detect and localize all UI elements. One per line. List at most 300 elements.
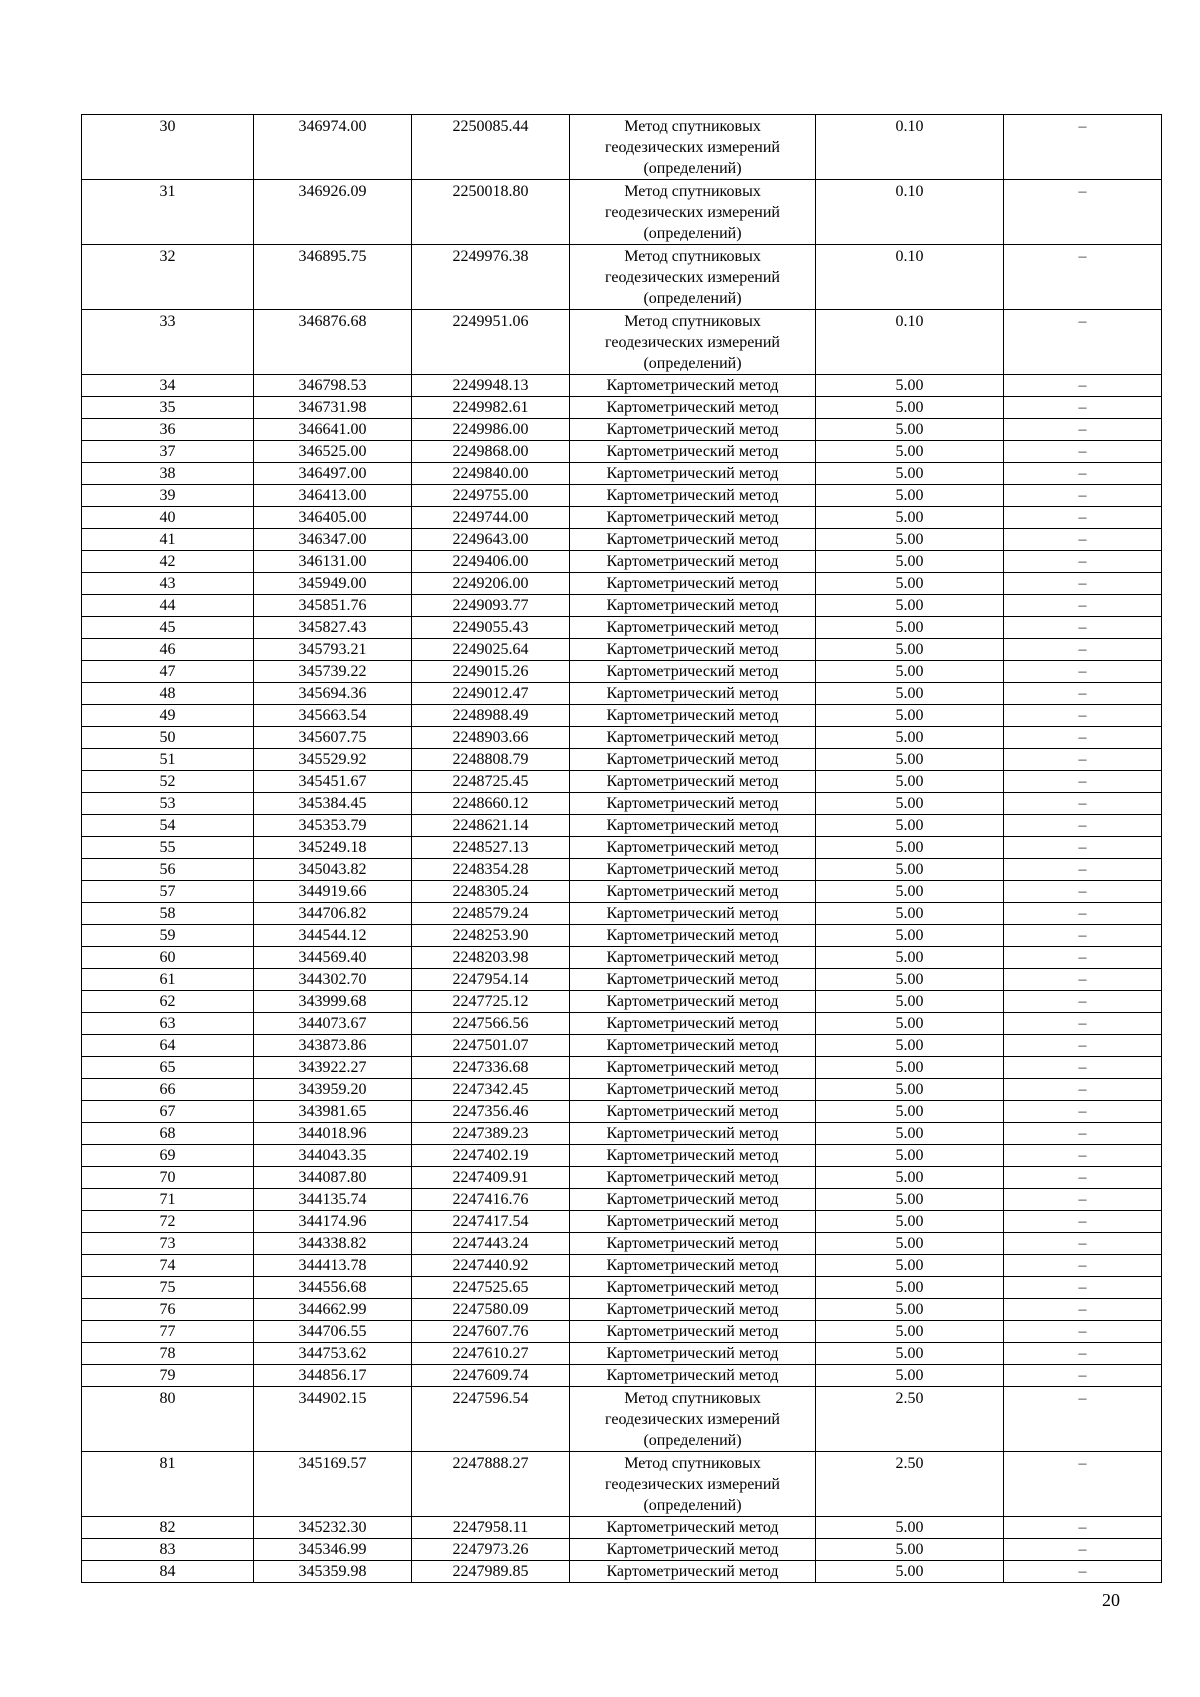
y-coordinate-cell: 2249840.00 [412,463,570,485]
y-coordinate-cell: 2249093.77 [412,595,570,617]
y-coordinate-cell: 2247525.65 [412,1277,570,1299]
x-coordinate-cell: 344902.15 [254,1387,412,1452]
accuracy-cell: 5.00 [816,1101,1004,1123]
y-coordinate-cell: 2248527.13 [412,837,570,859]
method-cell: Картометрический метод [570,1539,816,1561]
y-coordinate-cell: 2249206.00 [412,573,570,595]
y-coordinate-cell: 2248354.28 [412,859,570,881]
y-coordinate-cell: 2247580.09 [412,1299,570,1321]
point-number-cell: 81 [82,1452,254,1517]
point-number-cell: 41 [82,529,254,551]
table-row [82,903,1162,925]
table-row [82,375,1162,397]
table-row [82,1189,1162,1211]
method-cell: Картометрический метод [570,1101,816,1123]
description-cell: – [1004,1233,1162,1255]
x-coordinate-cell: 345353.79 [254,815,412,837]
point-number-cell: 80 [82,1387,254,1452]
y-coordinate-cell: 2249025.64 [412,639,570,661]
table-row [82,310,1162,375]
y-coordinate-cell: 2247566.56 [412,1013,570,1035]
accuracy-cell: 5.00 [816,1013,1004,1035]
x-coordinate-cell: 343999.68 [254,991,412,1013]
x-coordinate-cell: 345451.67 [254,771,412,793]
description-cell: – [1004,115,1162,180]
x-coordinate-cell: 344569.40 [254,947,412,969]
accuracy-cell: 5.00 [816,441,1004,463]
description-cell: – [1004,485,1162,507]
accuracy-cell: 5.00 [816,705,1004,727]
table-row [82,1321,1162,1343]
x-coordinate-cell: 344662.99 [254,1299,412,1321]
method-cell: Картометрический метод [570,1277,816,1299]
description-cell: – [1004,1561,1162,1583]
method-cell: Картометрический метод [570,1189,816,1211]
table-row [82,793,1162,815]
y-coordinate-cell: 2247417.54 [412,1211,570,1233]
table-row [82,507,1162,529]
description-cell: – [1004,639,1162,661]
accuracy-cell: 5.00 [816,815,1004,837]
y-coordinate-cell: 2247342.45 [412,1079,570,1101]
accuracy-cell: 5.00 [816,1233,1004,1255]
method-cell: Картометрический метод [570,507,816,529]
y-coordinate-cell: 2247336.68 [412,1057,570,1079]
table-row [82,991,1162,1013]
point-number-cell: 57 [82,881,254,903]
method-cell: Картометрический метод [570,551,816,573]
description-cell: – [1004,180,1162,245]
x-coordinate-cell: 344018.96 [254,1123,412,1145]
accuracy-cell: 0.10 [816,180,1004,245]
description-cell: – [1004,245,1162,310]
description-cell: – [1004,1343,1162,1365]
accuracy-cell: 5.00 [816,1189,1004,1211]
method-cell: Метод спутниковых геодезических измерений (определений) [570,310,816,375]
point-number-cell: 35 [82,397,254,419]
y-coordinate-cell: 2247609.74 [412,1365,570,1387]
point-number-cell: 31 [82,180,254,245]
accuracy-cell: 5.00 [816,507,1004,529]
y-coordinate-cell: 2248203.98 [412,947,570,969]
table-row [82,1539,1162,1561]
method-cell: Картометрический метод [570,441,816,463]
method-cell: Картометрический метод [570,1167,816,1189]
accuracy-cell: 5.00 [816,991,1004,1013]
y-coordinate-cell: 2249948.13 [412,375,570,397]
description-cell: – [1004,507,1162,529]
x-coordinate-cell: 344556.68 [254,1277,412,1299]
point-number-cell: 47 [82,661,254,683]
y-coordinate-cell: 2249643.00 [412,529,570,551]
table-row [82,1299,1162,1321]
x-coordinate-cell: 346413.00 [254,485,412,507]
method-cell: Картометрический метод [570,881,816,903]
method-cell: Картометрический метод [570,463,816,485]
method-cell: Картометрический метод [570,727,816,749]
y-coordinate-cell: 2248305.24 [412,881,570,903]
table-row [82,1343,1162,1365]
method-cell: Картометрический метод [570,1517,816,1539]
description-cell: – [1004,441,1162,463]
accuracy-cell: 5.00 [816,1211,1004,1233]
point-number-cell: 84 [82,1561,254,1583]
accuracy-cell: 2.50 [816,1387,1004,1452]
table-row [82,1233,1162,1255]
y-coordinate-cell: 2248988.49 [412,705,570,727]
description-cell: – [1004,397,1162,419]
point-number-cell: 39 [82,485,254,507]
description-cell: – [1004,1255,1162,1277]
point-number-cell: 49 [82,705,254,727]
accuracy-cell: 5.00 [816,1057,1004,1079]
table-row [82,1365,1162,1387]
description-cell: – [1004,1057,1162,1079]
accuracy-cell: 5.00 [816,1277,1004,1299]
point-number-cell: 72 [82,1211,254,1233]
table-row [82,749,1162,771]
table-row [82,859,1162,881]
accuracy-cell: 5.00 [816,397,1004,419]
point-number-cell: 79 [82,1365,254,1387]
point-number-cell: 66 [82,1079,254,1101]
table-row [82,771,1162,793]
table-row [82,617,1162,639]
x-coordinate-cell: 344706.82 [254,903,412,925]
method-cell: Картометрический метод [570,903,816,925]
accuracy-cell: 5.00 [816,1035,1004,1057]
accuracy-cell: 5.00 [816,1299,1004,1321]
method-cell: Метод спутниковых геодезических измерений (определений) [570,1452,816,1517]
point-number-cell: 64 [82,1035,254,1057]
y-coordinate-cell: 2247356.46 [412,1101,570,1123]
point-number-cell: 68 [82,1123,254,1145]
description-cell: – [1004,1321,1162,1343]
point-number-cell: 59 [82,925,254,947]
x-coordinate-cell: 343981.65 [254,1101,412,1123]
x-coordinate-cell: 344135.74 [254,1189,412,1211]
description-cell: – [1004,463,1162,485]
point-number-cell: 82 [82,1517,254,1539]
table-row [82,705,1162,727]
method-cell: Картометрический метод [570,749,816,771]
y-coordinate-cell: 2247409.91 [412,1167,570,1189]
method-cell: Картометрический метод [570,1365,816,1387]
method-cell: Картометрический метод [570,859,816,881]
table-row [82,1079,1162,1101]
accuracy-cell: 5.00 [816,375,1004,397]
description-cell: – [1004,1277,1162,1299]
x-coordinate-cell: 344413.78 [254,1255,412,1277]
method-cell: Картометрический метод [570,573,816,595]
method-cell: Метод спутниковых геодезических измерений (определений) [570,245,816,310]
point-number-cell: 43 [82,573,254,595]
point-number-cell: 52 [82,771,254,793]
x-coordinate-cell: 344544.12 [254,925,412,947]
x-coordinate-cell: 345793.21 [254,639,412,661]
point-number-cell: 58 [82,903,254,925]
accuracy-cell: 5.00 [816,1255,1004,1277]
y-coordinate-cell: 2247402.19 [412,1145,570,1167]
table-row [82,1452,1162,1517]
method-cell: Картометрический метод [570,1123,816,1145]
table-row [82,1123,1162,1145]
method-cell: Метод спутниковых геодезических измерений (определений) [570,115,816,180]
point-number-cell: 40 [82,507,254,529]
table-row [82,463,1162,485]
point-number-cell: 38 [82,463,254,485]
table-row [82,1057,1162,1079]
method-cell: Картометрический метод [570,793,816,815]
accuracy-cell: 5.00 [816,749,1004,771]
x-coordinate-cell: 346895.75 [254,245,412,310]
table-row [82,947,1162,969]
x-coordinate-cell: 344919.66 [254,881,412,903]
table-row [82,1035,1162,1057]
description-cell: – [1004,1365,1162,1387]
x-coordinate-cell: 345249.18 [254,837,412,859]
y-coordinate-cell: 2248808.79 [412,749,570,771]
x-coordinate-cell: 346347.00 [254,529,412,551]
method-cell: Картометрический метод [570,639,816,661]
description-cell: – [1004,925,1162,947]
method-cell: Картометрический метод [570,683,816,705]
table-row [82,1277,1162,1299]
description-cell: – [1004,1167,1162,1189]
method-cell: Метод спутниковых геодезических измерений (определений) [570,1387,816,1452]
accuracy-cell: 5.00 [816,1343,1004,1365]
table-row [82,815,1162,837]
description-cell: – [1004,1517,1162,1539]
method-cell: Картометрический метод [570,1211,816,1233]
y-coordinate-cell: 2247596.54 [412,1387,570,1452]
point-number-cell: 34 [82,375,254,397]
x-coordinate-cell: 345359.98 [254,1561,412,1583]
y-coordinate-cell: 2247416.76 [412,1189,570,1211]
x-coordinate-cell: 346497.00 [254,463,412,485]
y-coordinate-cell: 2250085.44 [412,115,570,180]
accuracy-cell: 5.00 [816,1561,1004,1583]
description-cell: – [1004,705,1162,727]
method-cell: Картометрический метод [570,1057,816,1079]
description-cell: – [1004,375,1162,397]
method-cell: Картометрический метод [570,991,816,1013]
table-row [82,683,1162,705]
accuracy-cell: 5.00 [816,1321,1004,1343]
accuracy-cell: 5.00 [816,925,1004,947]
description-cell: – [1004,419,1162,441]
point-number-cell: 71 [82,1189,254,1211]
point-number-cell: 30 [82,115,254,180]
method-cell: Картометрический метод [570,1343,816,1365]
y-coordinate-cell: 2248621.14 [412,815,570,837]
description-cell: – [1004,837,1162,859]
point-number-cell: 62 [82,991,254,1013]
y-coordinate-cell: 2249755.00 [412,485,570,507]
accuracy-cell: 2.50 [816,1452,1004,1517]
accuracy-cell: 5.00 [816,1517,1004,1539]
x-coordinate-cell: 345169.57 [254,1452,412,1517]
point-number-cell: 78 [82,1343,254,1365]
accuracy-cell: 5.00 [816,1539,1004,1561]
method-cell: Картометрический метод [570,925,816,947]
description-cell: – [1004,595,1162,617]
method-cell: Картометрический метод [570,397,816,419]
method-cell: Картометрический метод [570,529,816,551]
y-coordinate-cell: 2247958.11 [412,1517,570,1539]
x-coordinate-cell: 344087.80 [254,1167,412,1189]
y-coordinate-cell: 2249012.47 [412,683,570,705]
description-cell: – [1004,310,1162,375]
method-cell: Картометрический метод [570,595,816,617]
point-number-cell: 73 [82,1233,254,1255]
table-row [82,397,1162,419]
x-coordinate-cell: 344043.35 [254,1145,412,1167]
point-number-cell: 56 [82,859,254,881]
point-number-cell: 55 [82,837,254,859]
table-row [82,837,1162,859]
description-cell: – [1004,881,1162,903]
method-cell: Метод спутниковых геодезических измерений (определений) [570,180,816,245]
x-coordinate-cell: 344706.55 [254,1321,412,1343]
y-coordinate-cell: 2249055.43 [412,617,570,639]
table-row [82,727,1162,749]
description-cell: – [1004,1211,1162,1233]
table-row [82,1145,1162,1167]
method-cell: Картометрический метод [570,705,816,727]
y-coordinate-cell: 2247501.07 [412,1035,570,1057]
description-cell: – [1004,617,1162,639]
y-coordinate-cell: 2249015.26 [412,661,570,683]
point-number-cell: 48 [82,683,254,705]
accuracy-cell: 5.00 [816,1079,1004,1101]
description-cell: – [1004,903,1162,925]
point-number-cell: 53 [82,793,254,815]
description-cell: – [1004,1123,1162,1145]
y-coordinate-cell: 2247389.23 [412,1123,570,1145]
y-coordinate-cell: 2249976.38 [412,245,570,310]
table-row [82,1167,1162,1189]
x-coordinate-cell: 346798.53 [254,375,412,397]
y-coordinate-cell: 2247440.92 [412,1255,570,1277]
point-number-cell: 74 [82,1255,254,1277]
x-coordinate-cell: 346641.00 [254,419,412,441]
method-cell: Картометрический метод [570,485,816,507]
method-cell: Картометрический метод [570,1299,816,1321]
method-cell: Картометрический метод [570,947,816,969]
description-cell: – [1004,1387,1162,1452]
method-cell: Картометрический метод [570,1321,816,1343]
accuracy-cell: 0.10 [816,310,1004,375]
x-coordinate-cell: 345232.30 [254,1517,412,1539]
y-coordinate-cell: 2249982.61 [412,397,570,419]
accuracy-cell: 5.00 [816,419,1004,441]
accuracy-cell: 5.00 [816,727,1004,749]
method-cell: Картометрический метод [570,419,816,441]
accuracy-cell: 5.00 [816,947,1004,969]
y-coordinate-cell: 2248253.90 [412,925,570,947]
x-coordinate-cell: 346405.00 [254,507,412,529]
y-coordinate-cell: 2247888.27 [412,1452,570,1517]
y-coordinate-cell: 2247954.14 [412,969,570,991]
description-cell: – [1004,859,1162,881]
y-coordinate-cell: 2247607.76 [412,1321,570,1343]
x-coordinate-cell: 346974.00 [254,115,412,180]
description-cell: – [1004,529,1162,551]
x-coordinate-cell: 345384.45 [254,793,412,815]
description-cell: – [1004,661,1162,683]
point-number-cell: 60 [82,947,254,969]
x-coordinate-cell: 344338.82 [254,1233,412,1255]
accuracy-cell: 0.10 [816,245,1004,310]
x-coordinate-cell: 346131.00 [254,551,412,573]
description-cell: – [1004,771,1162,793]
description-cell: – [1004,815,1162,837]
accuracy-cell: 0.10 [816,115,1004,180]
y-coordinate-cell: 2248903.66 [412,727,570,749]
point-number-cell: 45 [82,617,254,639]
table-row [82,881,1162,903]
point-number-cell: 75 [82,1277,254,1299]
table-row [82,1101,1162,1123]
table-row [82,1561,1162,1583]
method-cell: Картометрический метод [570,1145,816,1167]
accuracy-cell: 5.00 [816,1123,1004,1145]
table-row [82,245,1162,310]
y-coordinate-cell: 2248660.12 [412,793,570,815]
point-number-cell: 37 [82,441,254,463]
accuracy-cell: 5.00 [816,463,1004,485]
y-coordinate-cell: 2247610.27 [412,1343,570,1365]
point-number-cell: 67 [82,1101,254,1123]
method-cell: Картометрический метод [570,1079,816,1101]
accuracy-cell: 5.00 [816,573,1004,595]
method-cell: Картометрический метод [570,771,816,793]
method-cell: Картометрический метод [570,1561,816,1583]
point-number-cell: 69 [82,1145,254,1167]
point-number-cell: 32 [82,245,254,310]
table-row [82,1211,1162,1233]
x-coordinate-cell: 345851.76 [254,595,412,617]
method-cell: Картометрический метод [570,969,816,991]
method-cell: Картометрический метод [570,1255,816,1277]
point-number-cell: 51 [82,749,254,771]
point-number-cell: 50 [82,727,254,749]
accuracy-cell: 5.00 [816,595,1004,617]
description-cell: – [1004,991,1162,1013]
y-coordinate-cell: 2247989.85 [412,1561,570,1583]
method-cell: Картометрический метод [570,375,816,397]
description-cell: – [1004,683,1162,705]
table-row [82,115,1162,180]
x-coordinate-cell: 344302.70 [254,969,412,991]
point-number-cell: 65 [82,1057,254,1079]
x-coordinate-cell: 345043.82 [254,859,412,881]
point-number-cell: 76 [82,1299,254,1321]
accuracy-cell: 5.00 [816,903,1004,925]
description-cell: – [1004,969,1162,991]
x-coordinate-cell: 345694.36 [254,683,412,705]
accuracy-cell: 5.00 [816,617,1004,639]
y-coordinate-cell: 2249951.06 [412,310,570,375]
point-number-cell: 46 [82,639,254,661]
table-row [82,419,1162,441]
x-coordinate-cell: 345663.54 [254,705,412,727]
x-coordinate-cell: 345607.75 [254,727,412,749]
method-cell: Картометрический метод [570,1013,816,1035]
y-coordinate-cell: 2247725.12 [412,991,570,1013]
point-number-cell: 83 [82,1539,254,1561]
